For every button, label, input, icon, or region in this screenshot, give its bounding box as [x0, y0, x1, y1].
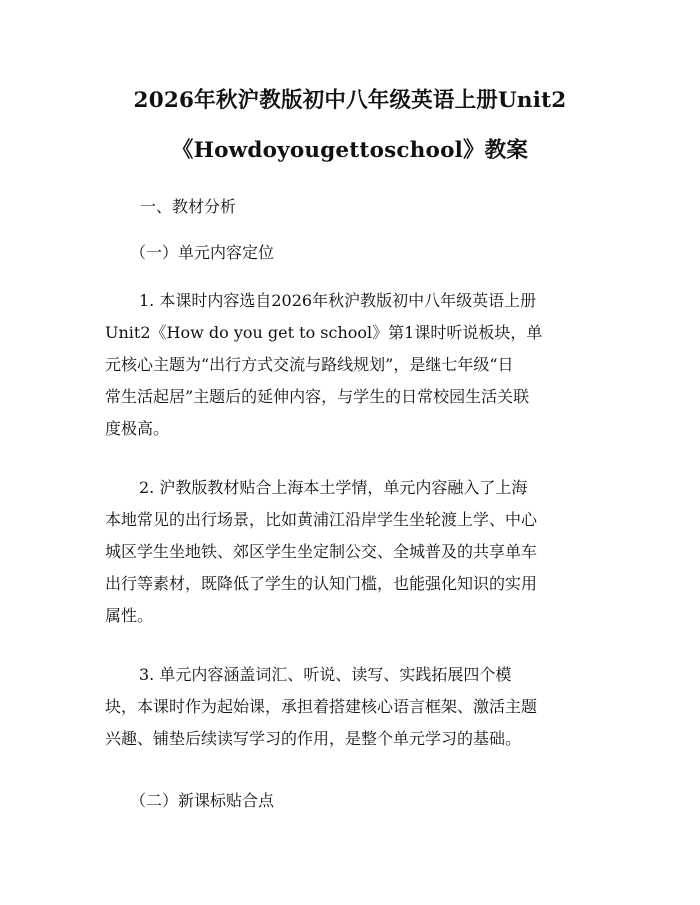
paragraph-line: 2. 沪教版教材贴合上海本土学情，单元内容融入了上海 [139, 478, 528, 497]
paragraph-line: 3. 单元内容涵盖词汇、听说、读写、实践拓展四个模 [139, 665, 512, 684]
paragraph-line: 出行等素材，既降低了学生的认知门槛，也能强化知识的实用 [105, 574, 538, 593]
paragraph-3 [105, 659, 597, 755]
paragraph-line: 城区学生坐地铁、郊区学生坐定制公交、全城普及的共享单车 [105, 542, 538, 561]
subsection-heading-unit-positioning: （一）单元内容定位 [130, 243, 275, 262]
paragraph-line: Unit2《How do you get to school》第1课时听说板块，单 [105, 323, 543, 342]
paragraph-line: 属性。 [105, 606, 154, 625]
paragraph-line: 元核心主题为“出行方式交流与路线规划”，是继七年级“日 [105, 355, 514, 374]
paragraph-line: 块，本课时作为起始课，承担着搭建核心语言框架、激活主题 [105, 697, 538, 716]
paragraph-line: 本地常见的出行场景，比如黄浦江沿岸学生坐轮渡上学、中心 [105, 510, 538, 529]
paragraph-line: 度极高。 [105, 419, 170, 438]
paragraph-line: 常生活起居”主题后的延伸内容，与学生的日常校园生活关联 [105, 387, 530, 406]
paragraph-line: 1. 本课时内容选自2026年秋沪教版初中八年级英语上册 [139, 291, 537, 310]
subsection-heading-curriculum-alignment: （二）新课标贴合点 [130, 791, 275, 810]
paragraph-2 [105, 472, 597, 632]
paragraph-line: 兴趣、铺垫后续读写学习的作用，是整个单元学习的基础。 [105, 729, 522, 748]
section-heading-textbook-analysis: 一、教材分析 [140, 197, 237, 216]
document-title-line-1: 2026年秋沪教版初中八年级英语上册Unit2 [133, 88, 567, 113]
document-title-line-2: 《Howdoyougettoschool》教案 [171, 138, 529, 163]
paragraph-1 [105, 285, 597, 445]
